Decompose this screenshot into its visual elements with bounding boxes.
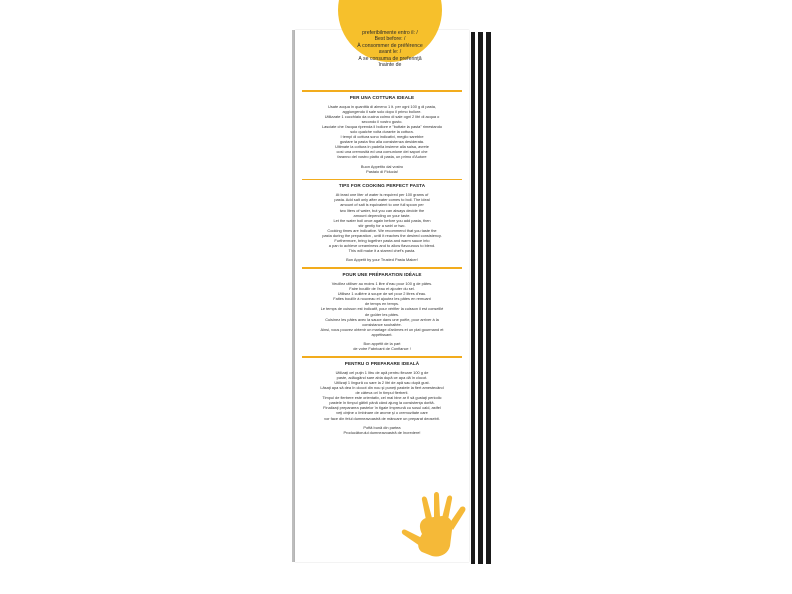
signoff-line: Poftă bună din partea (363, 424, 401, 430)
body-line: Lăsaţi apa să dea în clocot din nou şi puneţi pastele la fiert amestecând (320, 384, 444, 390)
body-line: Timpul de fierbere este orientativ, cel mai bine ar fi să gustaţi periodic (322, 395, 442, 401)
body-line: Faire bouillir de l'eau et ajouter du sel. (349, 286, 415, 292)
section-body (302, 370, 462, 421)
black-stripe (478, 32, 483, 564)
body-line: solo qualche volta durante la cottura. (350, 128, 414, 134)
body-line: Faites bouillir à nouveau et ajoutez les pâtes en remuant (333, 296, 431, 302)
body-line: gustare la pasta fino alla consistenza desiderata. (339, 139, 425, 145)
section-body (302, 104, 462, 160)
section-signoff (302, 341, 462, 351)
section-signoff (302, 425, 462, 435)
section-heading: PER UNA COTTURA IDEALE (349, 94, 415, 100)
orange-divider (302, 179, 462, 181)
signoff-line: de votre Fabricant de Confiance ! (353, 346, 411, 352)
body-line: Ultimate la cottura in padella insieme alla salsa, avrete (335, 144, 429, 150)
body-line: two liters of water, but you can always decide the (339, 207, 425, 213)
body-line: amount of salt is equivalent to one full spoon per (340, 202, 424, 208)
signoff-line: Producătorului dumneavoastră de încredere! (343, 429, 421, 435)
black-stripe (486, 32, 491, 564)
body-line: Lasciate che l'acqua riprenda il bollore e "buttate la pasta" rimestando (321, 123, 443, 129)
body-line: Cuisinez les pâtes avec la sauce dans une poêle, pour arriver à la (325, 316, 439, 322)
body-line: Utilizzate 1 cucchiaio da cucina colmo di sale ogni 2 litri di acqua o (324, 113, 440, 119)
badge-line: preferibilmente entro il: / (362, 30, 418, 36)
body-line: Utilizaţi cel puţin 1 litru de apă pentru fiecare 100 g de (335, 369, 429, 375)
signoff-line: Bon appétit de la part (363, 340, 401, 346)
body-line: Usate acqua in quantità di almeno 1 lt. per ogni 100 g di pasta, (328, 103, 436, 109)
body-line: Cooking times are indicative. We recommend that you taste the (327, 227, 437, 233)
badge-line: A se consuma de preferinţă (358, 55, 422, 62)
body-line: de temps en temps. (364, 301, 400, 307)
best-before-text (338, 30, 442, 68)
body-line: paste, adăugând sare abia după ce apa dă în clocot. (336, 374, 428, 380)
section-heading: POUR UNE PRÉPARATION IDÉALE (342, 271, 422, 277)
section-body (302, 281, 462, 337)
body-line: Utilisez 1 cuillère à soupe de sel pour 2 litres d'eau. (337, 291, 427, 297)
section-heading: TIPS FOR COOKING PERFECT PASTA (338, 183, 426, 189)
body-line: I tempi di cottura sono indicativi, meglio sarebbe (340, 134, 424, 140)
body-line: pasta. Add salt only after water comes to boil. The ideal (334, 197, 430, 203)
orange-divider (302, 267, 462, 269)
body-line: This will make it a starred chef's pasta. (348, 248, 416, 254)
body-line: vor face din felul dumneavoastră de mâncare un preparat deosebit. (324, 415, 440, 421)
body-line: a pan to achieve creaminess and to allow flavourous to blend. (328, 243, 436, 249)
body-line: At least one liter of water is required per 100 grams of (335, 192, 429, 198)
badge-line: À consommer de préférence (357, 42, 423, 49)
black-stripe (471, 32, 475, 564)
body-line: così una cremosità ed una comunione dei sapori che (336, 149, 428, 155)
body-line: Veuillez utiliser au moins 1 litre d'eau pour 100 g de pâtes. (331, 280, 433, 286)
body-line: aggiungendo il sale solo dopo il primo bollore. (342, 108, 422, 114)
body-line: de goûter les pâtes. (364, 311, 400, 317)
signoff-line: Bon Appetit by your Trusted Pasta Maker! (346, 257, 418, 263)
badge-line: înainte de (378, 62, 402, 69)
body-line: Utilizaţi 1 lingură cu sare la 2 litri de apă sau după gust. (334, 379, 430, 385)
body-line: Le temps de cuisson est indicatif, pour vérifier la cuisson il est conseillé (320, 306, 444, 312)
badge-line: avant le: / (378, 49, 402, 56)
body-line: Finalizaţi prepararea pastelor în tigaie împreună cu sosul cald, astfel (323, 405, 441, 411)
body-line: pasta during the preparation , until it reaches the desired consistency. (322, 232, 442, 238)
body-line: Ainsi, vous pouvez obtenir un mariage d'arômes et un plat gourmand et (320, 326, 444, 332)
body-line: de câteva ori în timpul fierberii. (355, 390, 409, 396)
section-body (302, 192, 462, 253)
body-line: amount depending on your taste. (353, 212, 411, 218)
orange-divider (302, 90, 462, 92)
badge-line: Best before: / (374, 36, 406, 43)
handprint-logo (392, 490, 470, 566)
signoff-line: Pastaio di Fiducia! (366, 168, 398, 174)
section-heading: PENTRU O PREPARARE IDEALĂ (344, 360, 420, 366)
body-line: consistance souhaitée. (362, 321, 402, 327)
section-signoff (302, 164, 462, 174)
body-line: Furthermore, bring together pasta and warm sauce into (334, 238, 430, 244)
orange-divider (302, 356, 462, 358)
body-line: faranno del vostro piatto di pasta, un primo d'Autore (337, 154, 427, 160)
best-before-badge (338, 0, 442, 69)
body-line: pastele în timpul gătirii până când ajung la consistenţa dorită. (329, 400, 435, 406)
body-line: Let the water boil once again before you add pasta, then (333, 217, 431, 223)
cooking-instructions (302, 90, 462, 440)
body-line: stir gently for a swirl or two. (358, 222, 406, 228)
body-line: secondo il vostro gusto. (361, 118, 403, 124)
signoff-line: Buon Appetito dal vostro (360, 163, 404, 169)
section-signoff (302, 257, 462, 262)
body-line: veţi obţine o îmbinare de arome şi o cremozitate care (336, 410, 428, 416)
body-line: appétissant. (371, 331, 393, 337)
